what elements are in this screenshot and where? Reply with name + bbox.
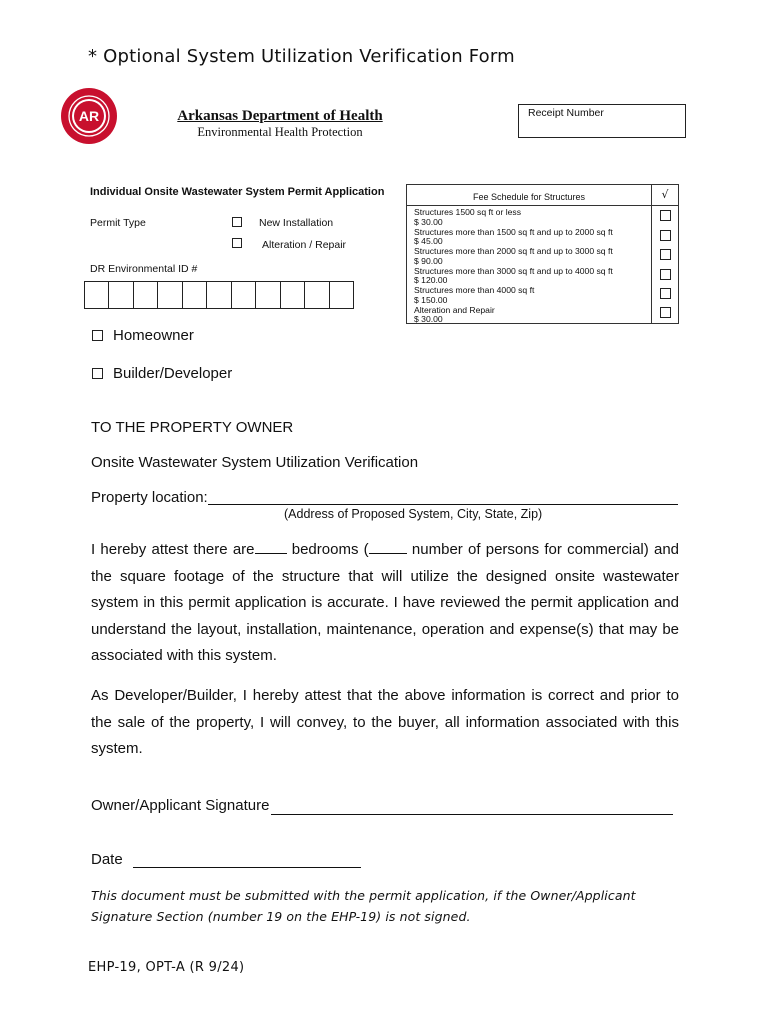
id-digit-cell[interactable]: [330, 282, 353, 308]
id-digit-cell[interactable]: [207, 282, 231, 308]
fee-amount: $ 150.00: [414, 294, 448, 305]
attest-text-2: bedrooms (: [291, 541, 369, 558]
fee-description: Structures more than 2000 sq ft and up to 3000 sq ft: [414, 246, 613, 256]
fee-checkbox-alteration-repair[interactable]: [660, 307, 671, 318]
to-property-owner-heading: TO THE PROPERTY OWNER: [91, 419, 294, 436]
id-digit-cell[interactable]: [256, 282, 280, 308]
alteration-repair-label: Alteration / Repair: [262, 239, 347, 251]
new-installation-checkbox[interactable]: [232, 217, 242, 227]
fee-amount: $ 30.00: [414, 216, 443, 227]
permit-type-label: Permit Type: [90, 217, 146, 229]
fee-schedule-table: [406, 184, 679, 324]
check-mark-icon: √: [661, 188, 669, 201]
address-hint: (Address of Proposed System, City, State, Zip): [284, 507, 543, 521]
id-digit-cell[interactable]: [109, 282, 133, 308]
fee-amount: $ 120.00: [414, 275, 448, 286]
fee-checkbox-over-4000[interactable]: [660, 288, 671, 299]
dr-environmental-id-input[interactable]: [84, 281, 354, 309]
fee-amount: $ 90.00: [414, 255, 443, 266]
builder-developer-label: Builder/Developer: [113, 365, 233, 382]
fee-description: Structures more than 3000 sq ft and up to 4000 sq ft: [414, 265, 613, 276]
form-title: * Optional System Utilization Verification Form: [88, 46, 515, 67]
developer-attestation: As Developer/Builder, I hereby attest that the above information is correct and prior to the sale of the property, I will convey, to the buyer, all information associated with this system.: [91, 687, 679, 757]
id-digit-cell[interactable]: [281, 282, 305, 308]
alteration-repair-checkbox[interactable]: [232, 238, 242, 248]
agency-name: Arkansas Department of Health: [177, 108, 383, 124]
id-digit-cell[interactable]: [158, 282, 182, 308]
homeowner-checkbox[interactable]: [92, 330, 103, 341]
property-location-input[interactable]: [208, 504, 678, 505]
property-location-label: Property location:: [91, 489, 208, 506]
fee-checkbox-1500-or-less[interactable]: [660, 210, 671, 221]
fee-description: Structures more than 1500 sq ft and up to 2000 sq ft: [414, 226, 613, 237]
new-installation-label: New Installation: [259, 217, 334, 229]
receipt-number-label: Receipt Number: [528, 107, 604, 119]
date-label: Date: [91, 851, 123, 868]
fee-table-divider: [407, 205, 678, 206]
homeowner-label: Homeowner: [113, 327, 194, 344]
id-digit-cell[interactable]: [85, 282, 109, 308]
form-code: EHP-19, OPT-A (R 9/24): [88, 960, 245, 975]
date-input[interactable]: [133, 867, 361, 868]
fee-amount: $ 45.00: [414, 236, 443, 247]
fee-schedule-header: Fee Schedule for Structures: [472, 192, 586, 202]
fee-checkbox-2000-3000[interactable]: [660, 249, 671, 260]
id-digit-cell[interactable]: [183, 282, 207, 308]
dr-environmental-id-label: DR Environmental ID #: [90, 263, 198, 275]
signature-label: Owner/Applicant Signature: [91, 797, 270, 814]
verification-heading: Onsite Wastewater System Utilization Verification: [91, 454, 419, 471]
fee-checkbox-1500-2000[interactable]: [660, 230, 671, 241]
seal-text: AR: [78, 108, 100, 124]
attestation-paragraph: [91, 537, 679, 670]
permit-application-title: Individual Onsite Wastewater System Permit Application: [90, 186, 385, 198]
fee-description: Structures more than 4000 sq ft: [414, 285, 535, 295]
arkansas-health-seal-icon: [60, 87, 118, 145]
fee-checkbox-3000-4000[interactable]: [660, 269, 671, 280]
bedrooms-input[interactable]: [255, 541, 287, 554]
id-digit-cell[interactable]: [305, 282, 329, 308]
submission-notice: This document must be submitted with the permit application, if the Owner/Applicant Signature Section (number 19 on the EHP-19) is not signed.: [91, 888, 636, 924]
attest-text-1: I hereby attest there are: [91, 541, 255, 558]
fee-description: Structures 1500 sq ft or less: [414, 207, 521, 217]
id-digit-cell[interactable]: [134, 282, 158, 308]
id-digit-cell[interactable]: [232, 282, 256, 308]
fee-description: Alteration and Repair: [414, 304, 495, 315]
fee-schedule-list: [414, 208, 650, 325]
builder-developer-checkbox[interactable]: [92, 368, 103, 379]
sub-agency-name: Environmental Health Protection: [197, 125, 363, 139]
persons-input[interactable]: [369, 541, 407, 554]
receipt-number-field[interactable]: [518, 104, 686, 138]
attest-text-3: number of persons for commercial) and the square footage of the structure that will utilize the designed onsite wastewater system in this permit application is accurate. I have reviewed the permit application and understand the layout, installation, maintenance, operation and expense(s) that may be associated with this system.: [91, 541, 680, 664]
fee-amount: $ 30.00: [414, 314, 443, 325]
signature-input[interactable]: [271, 814, 673, 815]
